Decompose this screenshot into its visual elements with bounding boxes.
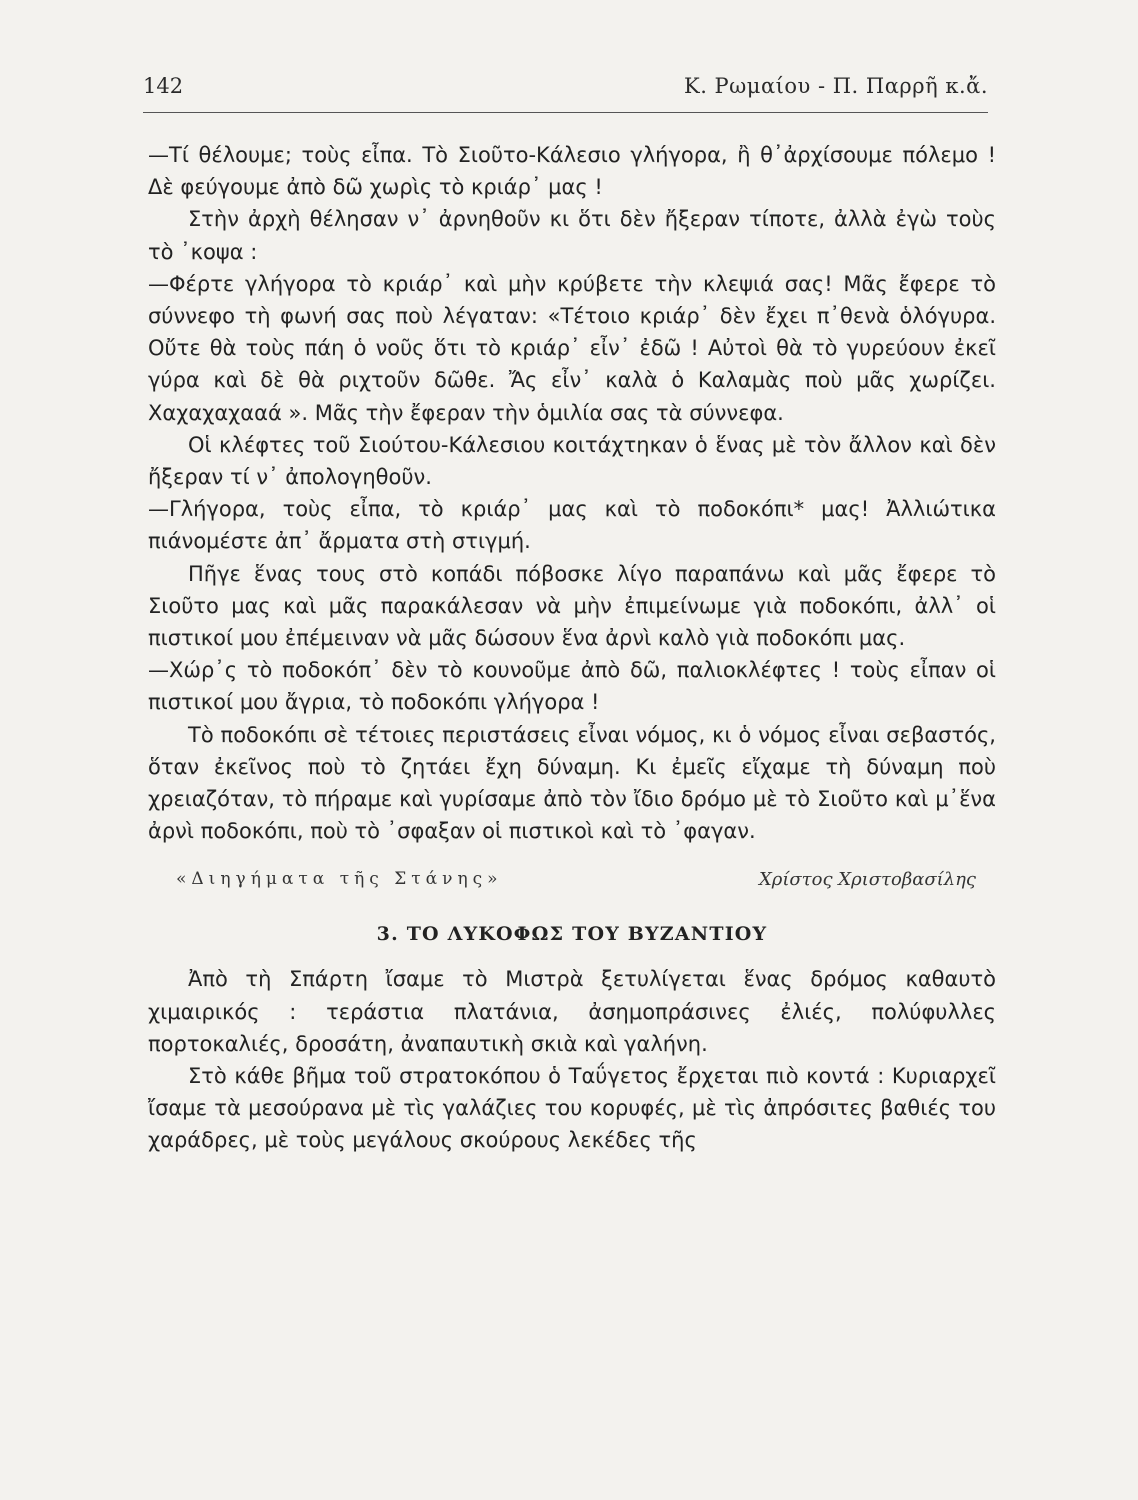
paragraph: —Γλήγορα, τοὺς εἶπα, τὸ κριάρ᾽ μας καὶ τὸ ποδοκόπι* μας! Ἀλλιώτικα πιάνομέστε ἀπ᾽ ἄρματα στὴ στιγμή. — [148, 497, 996, 554]
paragraph: —Χώρ᾽ς τὸ ποδοκόπ᾽ δὲν τὸ κουνοῦμε ἀπὸ δῶ, παλιοκλέφτες ! τοὺς εἶπαν οἱ πιστικοί μου ἄγρια, τὸ ποδοκόπι γλήγορα ! — [148, 658, 996, 715]
header-rule — [143, 112, 988, 113]
running-head: Κ. Ρωμαίου - Π. Παρρῆ κ.ἄ. — [684, 74, 988, 98]
attribution-author: Χρίστος Χριστοβασίλης — [758, 869, 976, 891]
page-header — [143, 74, 988, 110]
paragraph: —Φέρτε γλήγορα τὸ κριάρ᾽ καὶ μὴν κρύβετε τὴν κλεψιά σας! Μᾶς ἔφερε τὸ σύννεφο τὴ φωνή σας ποὺ λέγαταν: «Τέτοιο κριάρ᾽ δὲν ἔχει π᾽θενὰ ὁλόγυρα. Οὔτε θὰ τοὺς πάη ὁ νοῦς ὅτι τὸ κριάρ᾽ εἶν᾽ ἐδῶ ! Αὐτοὶ θὰ τὸ γυρεύουν ἐκεῖ γύρα καὶ δὲ θὰ ριχτοῦν δῶθε. Ἄς εἶν᾽ καλὰ ὁ Καλαμὰς ποὺ μᾶς χωρίζει. Χαχαχαχααά ». Μᾶς τὴν ἔφεραν τὴν ὁμιλία σας τὰ σύννεφα. — [148, 271, 996, 425]
paragraph: Τὸ ποδοκόπι σὲ τέτοιες περιστάσεις εἶναι νόμος, κι ὁ νόμος εἶναι σεβαστός, ὅταν ἐκεῖνος ποὺ τὸ ζητάει ἔχη δύναμη. Κι ἐμεῖς εἴχαμε τὴ δύναμη ποὺ χρειαζόταν, τὸ πήραμε καὶ γυρίσαμε ἀπὸ τὸν ἴδιο δρόμο μὲ τὸ Σιοῦτο καὶ μ᾽ἕνα ἀρνὶ ποδοκόπι, ποὺ τὸ ᾽σφαξαν οἱ πιστικοὶ καὶ τὸ ᾽φαγαν. — [148, 722, 996, 844]
paragraph: Στὸ κάθε βῆμα τοῦ στρατοκόπου ὁ Ταΰγετος ἔρχεται πιὸ κοντά : Κυριαρχεῖ ἴσαμε τὰ μεσούρανα μὲ τὶς γαλάζιες του κορυφές, μὲ τὶς ἀπρόσιτες βαθιές του χαράδρες, μὲ τοὺς μεγάλους σκούρους λεκέδες τῆς — [148, 1064, 996, 1153]
paragraph: Ἀπὸ τὴ Σπάρτη ἴσαμε τὸ Μιστρὰ ξετυλίγεται ἕνας δρόμος καθαυτὸ χιμαιρικός : τεράστια πλατάνια, ἀσημοπράσινες ἐλιές, πολύφυλλες πορτοκαλιές, δροσάτη, ἀναπαυτικὴ σκιὰ καὶ γαλήνη. — [148, 967, 996, 1056]
paragraph: Στὴν ἀρχὴ θέλησαν ν᾽ ἀρνηθοῦν κι ὅτι δὲν ἤξεραν τίποτε, ἀλλὰ ἐγὼ τοὺς τὸ ᾽κοψα : — [148, 207, 996, 264]
page-number: 142 — [143, 74, 184, 98]
page-body — [148, 139, 996, 1157]
attribution — [148, 857, 996, 907]
paragraph: Οἱ κλέφτες τοῦ Σιούτου-Κάλεσιου κοιτάχτηκαν ὁ ἕνας μὲ τὸν ἄλλον καὶ δὲν ἤξεραν τί ν᾽ ἀπολογηθοῦν. — [148, 432, 996, 490]
section-title: 3. ΤΟ ΛΥΚΟΦΩΣ ΤΟΥ ΒΥΖΑΝΤΙΟΥ — [376, 923, 768, 946]
paragraph: —Τί θέλουμε; τοὺς εἶπα. Τὸ Σιοῦτο-Κάλεσιο γλήγορα, ἢ θ᾽ἀρχίσουμε πόλεμο ! Δὲ φεύγουμε ἀπὸ δῶ χωρὶς τὸ κριάρ᾽ μας ! — [148, 143, 996, 200]
paragraph: Πῆγε ἕνας τους στὸ κοπάδι πόβοσκε λίγο παραπάνω καὶ μᾶς ἔφερε τὸ Σιοῦτο μας καὶ μᾶς παρακάλεσαν νὰ μὴν ἐπιμείνωμε γιὰ ποδοκόπι, ἀλλ᾽ οἱ πιστικοί μου ἐπέμειναν νὰ μᾶς δώσουν ἕνα ἀρνὶ καλὸ γιὰ ποδοκόπι μας. — [148, 561, 996, 651]
attribution-source: «Διηγήματα τῆς Στάνης» — [176, 869, 503, 890]
